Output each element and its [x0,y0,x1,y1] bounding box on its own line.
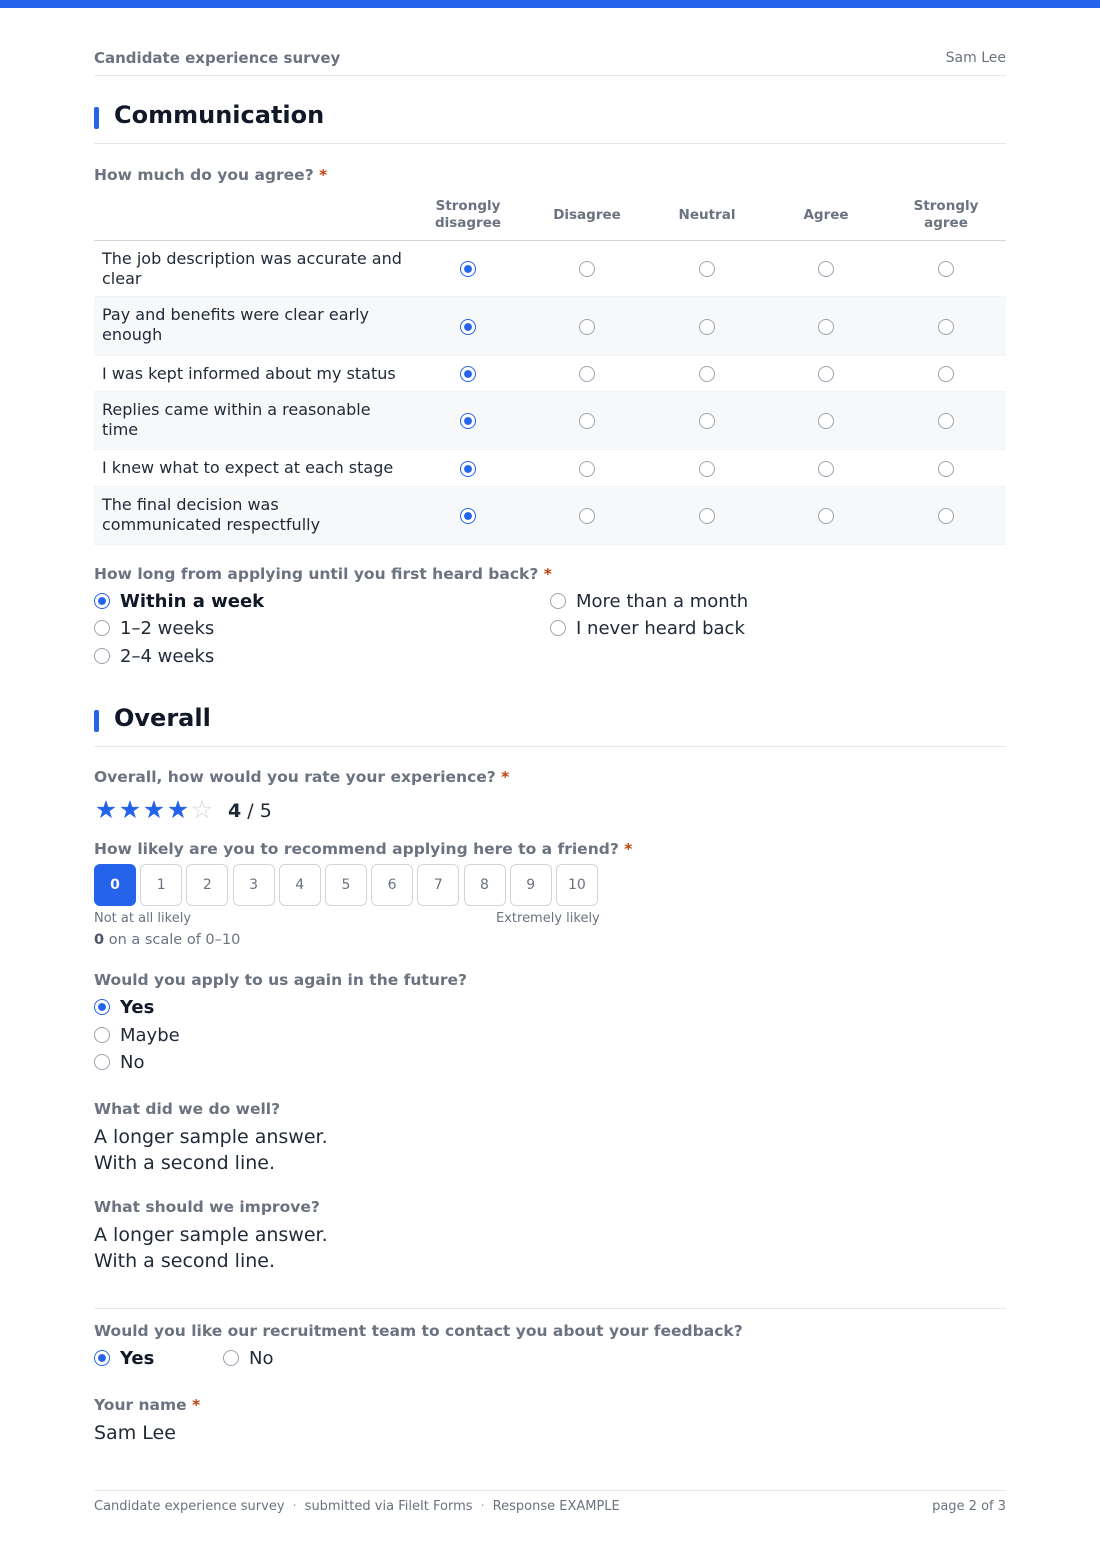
nps-option-5[interactable]: 5 [325,864,367,906]
matrix-radio[interactable] [818,461,834,477]
matrix-radio[interactable] [699,413,715,429]
nps-value-note [94,932,240,948]
matrix-radio[interactable] [818,366,834,382]
page-header [94,48,1006,76]
matrix-radio[interactable] [699,366,715,382]
matrix-radio[interactable] [460,508,476,524]
option-contact-yes[interactable] [94,1347,154,1369]
survey-title: Candidate experience survey [94,49,341,67]
section-accent-bar [94,107,99,129]
option-label: Maybe [120,1024,180,1046]
footer-submitted: submitted via FileIt Forms [304,1499,473,1514]
option-maybe[interactable] [94,1024,180,1046]
radio-button[interactable] [94,1350,110,1366]
radio-button[interactable] [94,593,110,609]
option-label: More than a month [576,590,749,612]
matrix-radio[interactable] [818,319,834,335]
star-filled-icon[interactable]: ★ [142,795,166,824]
answer-line: A longer sample answer. [94,1126,328,1148]
matrix-radio[interactable] [938,413,954,429]
required-mark: * [501,768,510,786]
answer-line: With a second line. [94,1152,275,1174]
star-filled-icon[interactable]: ★ [118,795,142,824]
nps-option-10[interactable]: 10 [556,864,598,906]
nps-scale-text: on a scale of 0–10 [104,932,241,948]
footer-separator: · [480,1499,485,1514]
apply-again-question: Would you apply to us again in the future? [94,971,468,989]
required-mark: * [543,565,552,583]
nps-option-8[interactable]: 8 [464,864,506,906]
option-label: 2–4 weeks [120,645,215,667]
matrix-radio[interactable] [938,261,954,277]
nps-option-7[interactable]: 7 [417,864,459,906]
section-title: Overall [114,704,211,732]
matrix-row [94,356,1006,392]
rating-value [228,800,272,822]
nps-high-label: Extremely likely [496,911,600,926]
option-no[interactable] [94,1051,144,1073]
matrix-radio[interactable] [699,261,715,277]
nps-option-9[interactable]: 9 [510,864,552,906]
question-text: How long from applying until you first heard back? [94,565,539,583]
respondent-name: Sam Lee [945,50,1006,66]
option-label: Yes [120,996,155,1018]
page-footer [94,1490,1006,1520]
matrix-radio[interactable] [460,413,476,429]
matrix-radio[interactable] [579,461,595,477]
page-number: page 2 of 3 [932,1499,1006,1514]
matrix-radio[interactable] [938,366,954,382]
nps-low-label: Not at all likely [94,911,192,926]
option-label: I never heard back [576,617,745,639]
section-title: Communication [114,101,325,129]
column-header: Disagree [553,207,621,223]
radio-button[interactable] [94,620,110,636]
radio-button[interactable] [550,620,566,636]
footer-separator: · [292,1499,297,1514]
required-mark: * [319,166,328,184]
question-text: Your name [94,1396,187,1414]
question-text: How likely are you to recommend applying here to a friend? [94,840,619,858]
option-label: Within a week [120,590,265,612]
name-question [94,1396,200,1414]
footer-response: Response EXAMPLE [492,1499,620,1514]
matrix-radio[interactable] [699,319,715,335]
question-text: How much do you agree? [94,166,314,184]
nps-option-2[interactable]: 2 [186,864,228,906]
nps-option-3[interactable]: 3 [233,864,275,906]
improve-question: What should we improve? [94,1198,320,1216]
matrix-radio[interactable] [460,366,476,382]
row-statement: The job description was accurate and clear [102,249,402,288]
option-label: No [249,1347,274,1369]
star-filled-icon[interactable]: ★ [94,795,118,824]
matrix-radio[interactable] [579,508,595,524]
matrix-radio[interactable] [699,508,715,524]
matrix-radio[interactable] [579,319,595,335]
radio-button[interactable] [550,593,566,609]
footer-survey-name: Candidate experience survey [94,1499,285,1514]
matrix-row [94,241,1006,297]
divider [94,1308,1006,1309]
matrix-radio[interactable] [460,319,476,335]
matrix-radio[interactable] [579,413,595,429]
section-communication [94,101,1006,144]
matrix-row [94,297,1006,356]
nps-option-6[interactable]: 6 [371,864,413,906]
matrix-question [94,166,327,184]
rating-separator: / [241,800,260,822]
option-yes[interactable] [94,996,154,1018]
star-filled-icon[interactable]: ★ [166,795,190,824]
matrix-radio[interactable] [579,366,595,382]
column-header: Neutral [678,207,736,223]
option-more-than-a-month[interactable] [550,590,748,612]
improve-answer [94,1222,328,1274]
matrix-radio[interactable] [818,413,834,429]
required-mark: * [192,1396,201,1414]
matrix-radio[interactable] [938,461,954,477]
row-statement: The final decision was communicated respectfully [102,495,321,534]
matrix-row [94,487,1006,545]
row-statement: Pay and benefits were clear early enough [102,305,370,344]
required-mark: * [624,840,633,858]
row-statement: I was kept informed about my status [102,364,396,383]
row-statement: I knew what to expect at each stage [102,458,394,477]
answer-line: With a second line. [94,1250,275,1272]
option-label: No [120,1051,145,1073]
radio-button[interactable] [94,999,110,1015]
radio-button[interactable] [94,648,110,664]
contact-question: Would you like our recruitment team to contact you about your feedback? [94,1322,743,1340]
top-accent-bar [0,0,1100,8]
name-answer: Sam Lee [94,1422,176,1444]
matrix-row [94,450,1006,487]
column-header: Agree [803,207,849,223]
nps-value: 0 [94,932,105,948]
option-never-heard-back[interactable] [550,617,745,639]
rating-score: 4 [228,800,242,822]
matrix-header [94,194,1006,241]
nps-option-0[interactable]: 0 [94,864,136,906]
option-label: Yes [120,1347,155,1369]
matrix-radio[interactable] [818,261,834,277]
nps-scale [94,864,602,906]
option-2-4-weeks[interactable] [94,645,214,667]
did-well-answer [94,1124,328,1176]
option-contact-no[interactable] [223,1347,273,1369]
matrix-radio[interactable] [460,461,476,477]
matrix-radio[interactable] [699,461,715,477]
matrix-body [94,241,1006,545]
rating-question [94,768,509,786]
radio-button[interactable] [223,1350,239,1366]
star-empty-icon[interactable]: ☆ [190,795,214,824]
option-1-2-weeks[interactable] [94,617,214,639]
question-text: Overall, how would you rate your experience? [94,768,496,786]
matrix-radio[interactable] [579,261,595,277]
nps-option-4[interactable]: 4 [279,864,321,906]
nps-option-1[interactable]: 1 [140,864,182,906]
footer-info [94,1499,620,1514]
first-heard-question [94,565,552,583]
section-accent-bar [94,710,99,732]
radio-button[interactable] [94,1027,110,1043]
column-header: Strongly agree [913,198,979,231]
star-rating[interactable] [94,796,214,824]
matrix-radio[interactable] [938,508,954,524]
answer-line: A longer sample answer. [94,1224,328,1246]
matrix-radio[interactable] [460,261,476,277]
radio-button[interactable] [94,1054,110,1070]
did-well-question: What did we do well? [94,1100,281,1118]
option-within-a-week[interactable] [94,590,264,612]
agreement-matrix [94,194,1006,545]
matrix-radio[interactable] [938,319,954,335]
matrix-row [94,392,1006,450]
matrix-radio[interactable] [818,508,834,524]
section-overall [94,704,1006,747]
nps-question [94,840,632,858]
rating-max: 5 [259,800,272,822]
option-label: 1–2 weeks [120,617,215,639]
column-header: Strongly disagree [434,198,502,231]
row-statement: Replies came within a reasonable time [102,400,371,439]
